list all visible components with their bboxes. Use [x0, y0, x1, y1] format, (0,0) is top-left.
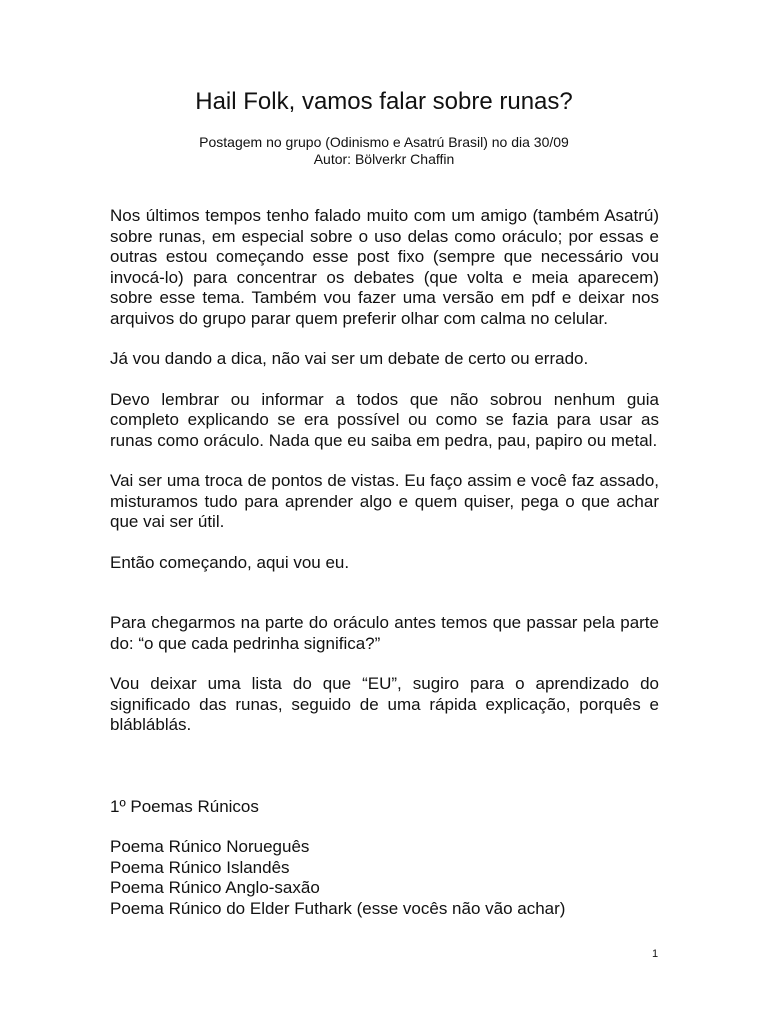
list-item: Poema Rúnico Norueguês [110, 837, 310, 856]
post-info: Postagem no grupo (Odinismo e Asatrú Brasil) no dia 30/09 [199, 134, 569, 150]
paragraph: Vou deixar uma lista do que “EU”, sugiro para o aprendizado do significado das runas, seguido de uma rápida explicação, porquês e blábláblás. [110, 674, 659, 734]
paragraph: Então começando, aqui vou eu. [110, 552, 350, 572]
section-heading: 1º Poemas Rúnicos [110, 796, 259, 816]
author-line: Autor: Bölverkr Chaffin [313, 151, 455, 167]
body-text [110, 206, 659, 919]
paragraph: Já vou dando a dica, não vai ser um debate de certo ou errado. [110, 349, 589, 368]
list-item: Poema Rúnico do Elder Futhark (esse vocês não vão achar) [110, 898, 566, 918]
list-item: Poema Rúnico Anglo-saxão [110, 878, 320, 897]
list-item: Poema Rúnico Islandês [110, 857, 290, 877]
paragraph: Nos últimos tempos tenho falado muito com um amigo (também Asatrú) sobre runas, em especial sobre o uso delas como oráculo; por essas e outras estou começando esse post fixo (sempre que necessário vou invocá-lo) para concentrar os debates (que volta e meia aparecem) sobre esse tema. Também vou fazer uma versão em pdf e deixar nos arquivos do grupo parar quem preferir olhar com calma no celular. [110, 206, 659, 328]
document-title: Hail Folk, vamos falar sobre runas? [195, 88, 573, 115]
paragraph: Para chegarmos na parte do oráculo antes temos que passar pela parte do: “o que cada pedrinha significa?” [110, 613, 659, 653]
paragraph: Devo lembrar ou informar a todos que não sobrou nenhum guia completo explicando se era possível ou como se fazia para usar as runas como oráculo. Nada que eu saiba em pedra, pau, papiro ou metal. [110, 389, 659, 450]
page-number: 1 [652, 948, 659, 960]
paragraph: Vai ser uma troca de pontos de vistas. Eu faço assim e você faz assado, misturamos tudo para aprender algo e quem quiser, pega o que achar que vai ser útil. [110, 471, 659, 531]
